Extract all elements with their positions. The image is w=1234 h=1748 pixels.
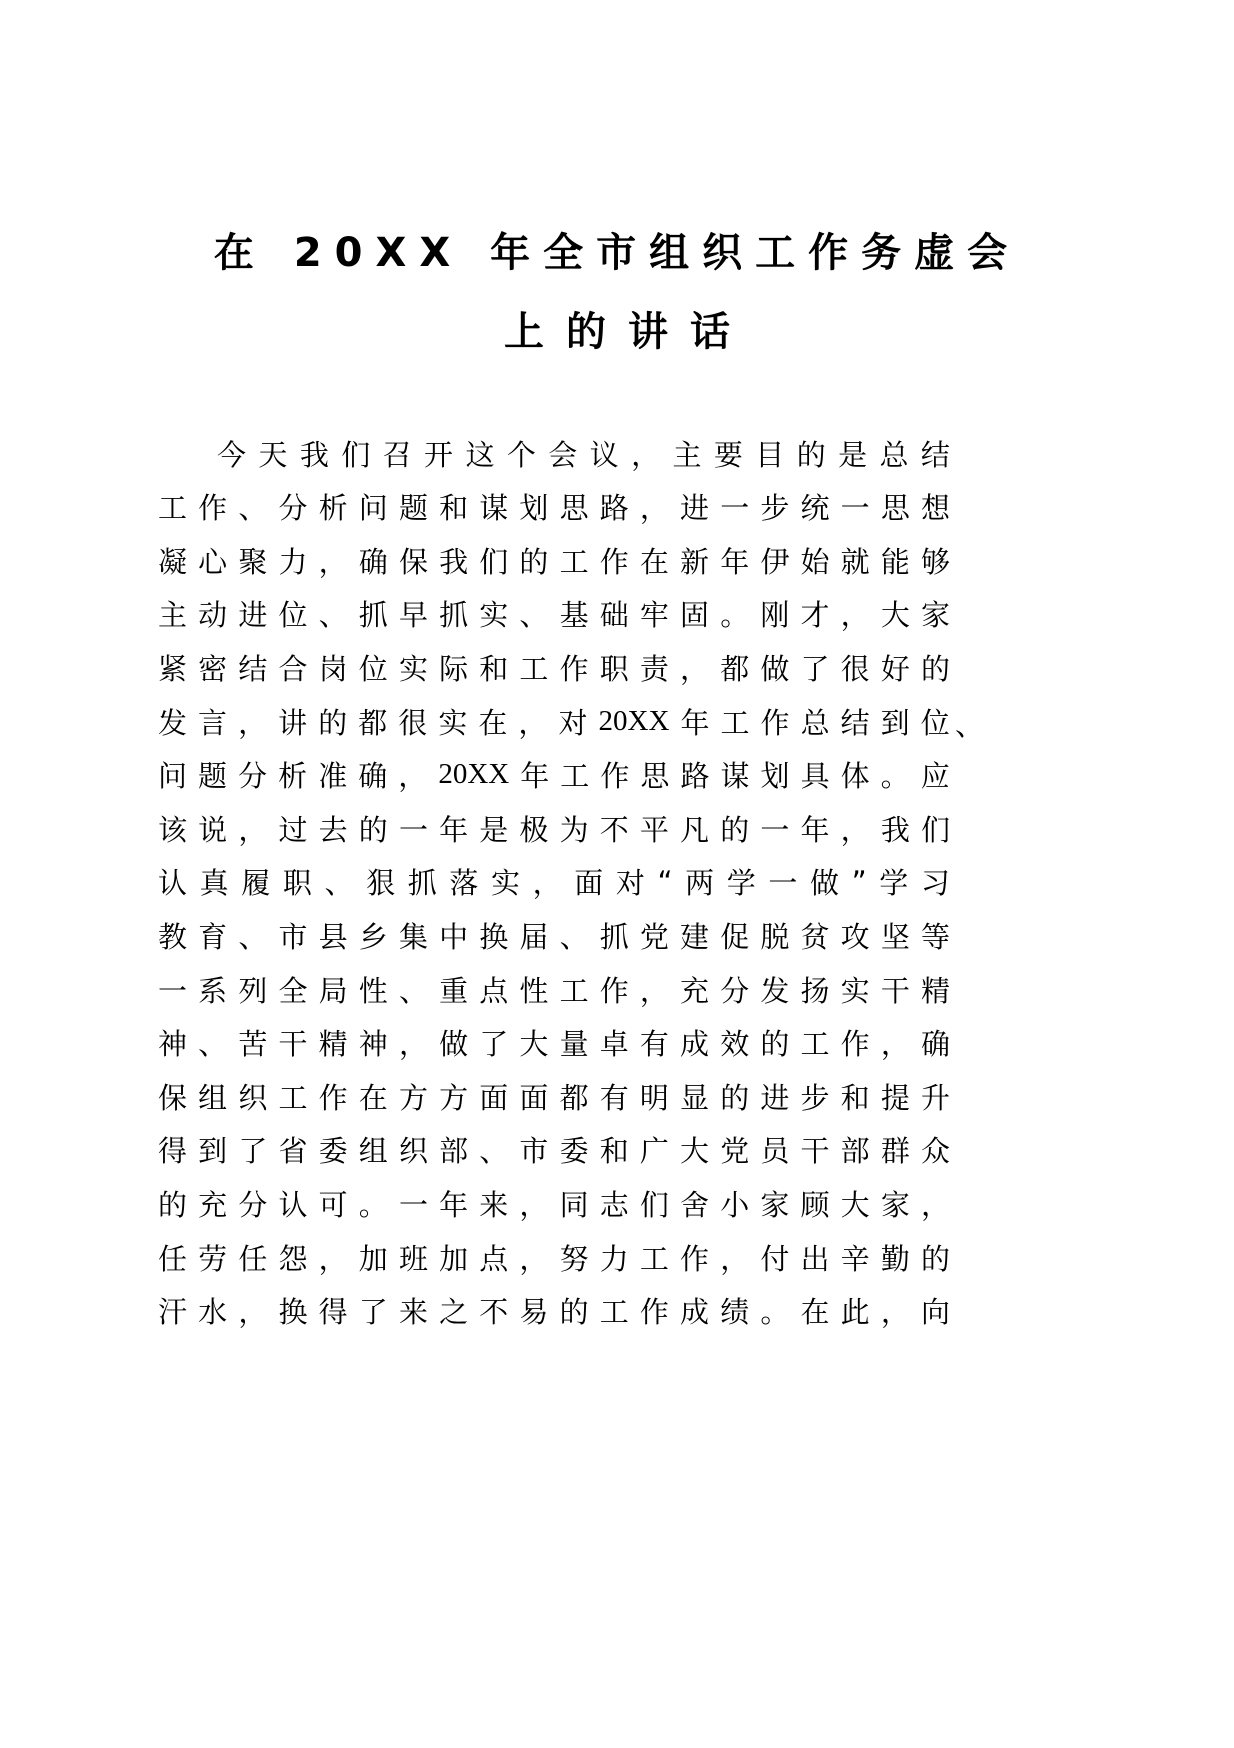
body-line: 得 到 了 省 委 组 织 部 、 市 委 和 广 大 党 员 干 部 群 众 [158,1134,950,1169]
body-line: 问 题 分 析 准 确 ， 20XX 年 工 作 思 路 谋 划 具 体 。 应 [158,758,950,794]
body-line: 认 真 履 职 、 狠 抓 落 实 ， 面 对 “ 两 学 一 做 ” 学 习 [158,864,950,901]
hanging-punctuation: 、 [955,708,985,742]
body-line: 工 作 、 分 析 问 题 和 谋 划 思 路 ， 进 一 步 统 一 思 想 [158,491,950,526]
document-title-line-2: 上的讲话 [504,309,752,355]
body-line: 保 组 织 工 作 在 方 方 面 面 都 有 明 显 的 进 步 和 提 升 [158,1080,950,1115]
body-line: 的 充 分 认 可 。 一 年 来 ， 同 志 们 舍 小 家 顾 大 家 ， [158,1187,950,1222]
body-line: 该 说 ， 过 去 的 一 年 是 极 为 不 平 凡 的 一 年 ， 我 们 [158,812,950,847]
body-line: 一 系 列 全 局 性 、 重 点 性 工 作 ， 充 分 发 扬 实 干 精 [158,973,950,1008]
body-line: 任 劳 任 怨 ， 加 班 加 点 ， 努 力 工 作 ， 付 出 辛 勤 的 [158,1241,950,1276]
document-title-line-1: 在 20XX 年全市组织工作务虚会 [213,230,1021,276]
body-line: 发 言 ， 讲 的 都 很 实 在 ， 对 20XX 年 工 作 总 结 到 位 [158,704,950,740]
body-line: 汗 水 ， 换 得 了 来 之 不 易 的 工 作 成 绩 。 在 此 ， 向 [158,1295,950,1330]
body-line: 今 天 我 们 召 开 这 个 会 议 ， 主 要 目 的 是 总 结 [217,437,950,472]
body-line: 主 动 进 位 、 抓 早 抓 实 、 基 础 牢 固 。 刚 才 ， 大 家 [158,598,950,633]
body-line: 教 育 、 市 县 乡 集 中 换 届 、 抓 党 建 促 脱 贫 攻 坚 等 [158,919,950,954]
body-line: 神 、 苦 干 精 神 ， 做 了 大 量 卓 有 成 效 的 工 作 ， 确 [158,1027,950,1062]
body-line: 凝 心 聚 力 ， 确 保 我 们 的 工 作 在 新 年 伊 始 就 能 够 [158,544,950,579]
body-line: 紧 密 结 合 岗 位 实 际 和 工 作 职 责 ， 都 做 了 很 好 的 [158,651,950,686]
